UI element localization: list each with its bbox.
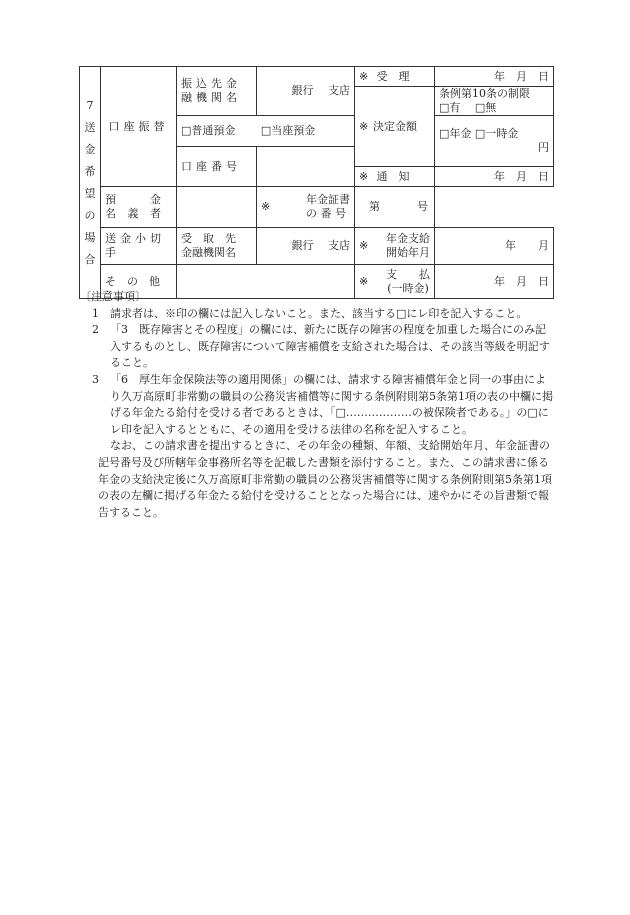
cert-number-label: ※ 年金証書 の 番 号: [257, 187, 355, 228]
current-deposit-checkbox[interactable]: □当座預金: [260, 124, 316, 137]
notified-date-field[interactable]: 年 月 日: [435, 167, 554, 187]
notified-label: ※ 通 知: [355, 167, 435, 187]
bank-branch-field[interactable]: 銀行 支店: [257, 67, 355, 116]
receiving-bank-field[interactable]: 銀行 支店: [257, 228, 355, 265]
note-item: 2 「3 既存障害とその程度」の欄には、新たに既存の障害の程度を加重した場合にのみ記入するものとし、既存障害について障害補償を支給された場合は、その該当等級を明記すること。: [92, 323, 550, 370]
account-transfer-label: 口座振替: [101, 67, 177, 187]
note-item: 3 「6 厚生年金保険法等の適用関係」の欄には、請求する障害補償年金と同一の事由により久万高原町非常勤の職員の公務災害補償等に関する条例附則第5条第1項の表の中欄に掲げる年金たる給付を受ける者であるときは、「□………………の被保険者である。」の□にレ印を記入するとともに、その適用を受ける法律の名称を記入すること。: [92, 372, 553, 436]
payment-label: ※ 支 払 (一時金): [355, 265, 435, 299]
remittance-form-table: [79, 66, 554, 299]
receiving-bank-label: 受 取 先 金融機関名: [177, 228, 257, 265]
restriction-field[interactable]: 条例第10条の制限 □有 □無: [435, 87, 554, 116]
ordinary-deposit-checkbox[interactable]: □普通預金: [181, 124, 236, 137]
notes-closing-paragraph: なお、この請求書を提出するときに、その年金の種類、年額、支給開始年月、年金証書の記号番号及び所轄年金事務所名等を記載した書類を添付すること。また、この請求書に係る年金の支給決定後に久万高原町非常勤の職員の公務災害補償等に関する条例附則第5条第1項の表の左欄に掲げる年金たる給付を受けることとなった場合には、速やかにその旨書類で報告すること。: [98, 439, 552, 519]
payment-type-field[interactable]: □年金 □一時金 円: [435, 116, 554, 167]
received-date-field[interactable]: 年 月 日: [435, 67, 554, 87]
account-number-field[interactable]: [257, 147, 355, 187]
account-holder-label: 預 金 名 義 者: [101, 187, 177, 228]
notes-section: [80, 289, 556, 521]
bank-name-label: 振込先金 融機関名: [177, 67, 257, 116]
account-number-label: 口座番号: [177, 147, 257, 187]
decided-amount-label: ※ 決定金額: [355, 87, 435, 167]
section-7-label: 7 送 金 希 望 の 場 合: [80, 67, 101, 299]
notes-heading: 〔注意事項〕: [80, 290, 146, 303]
start-month-field[interactable]: 年 月: [435, 228, 554, 265]
account-holder-field[interactable]: [177, 187, 257, 228]
cert-number-field[interactable]: 第 号: [355, 187, 435, 228]
other-label: そ の 他: [101, 265, 177, 299]
payment-date-field[interactable]: 年 月 日: [435, 265, 554, 299]
deposit-type-field[interactable]: [177, 116, 355, 147]
note-item: 1 請求者は、※印の欄には記入しないこと。また、該当する□にレ印を記入すること。: [92, 306, 528, 320]
start-month-label: ※ 年金支給 開始年月: [355, 228, 435, 265]
remit-check-label: 送金小切手: [101, 228, 177, 265]
received-label: ※ 受 理: [355, 67, 435, 87]
